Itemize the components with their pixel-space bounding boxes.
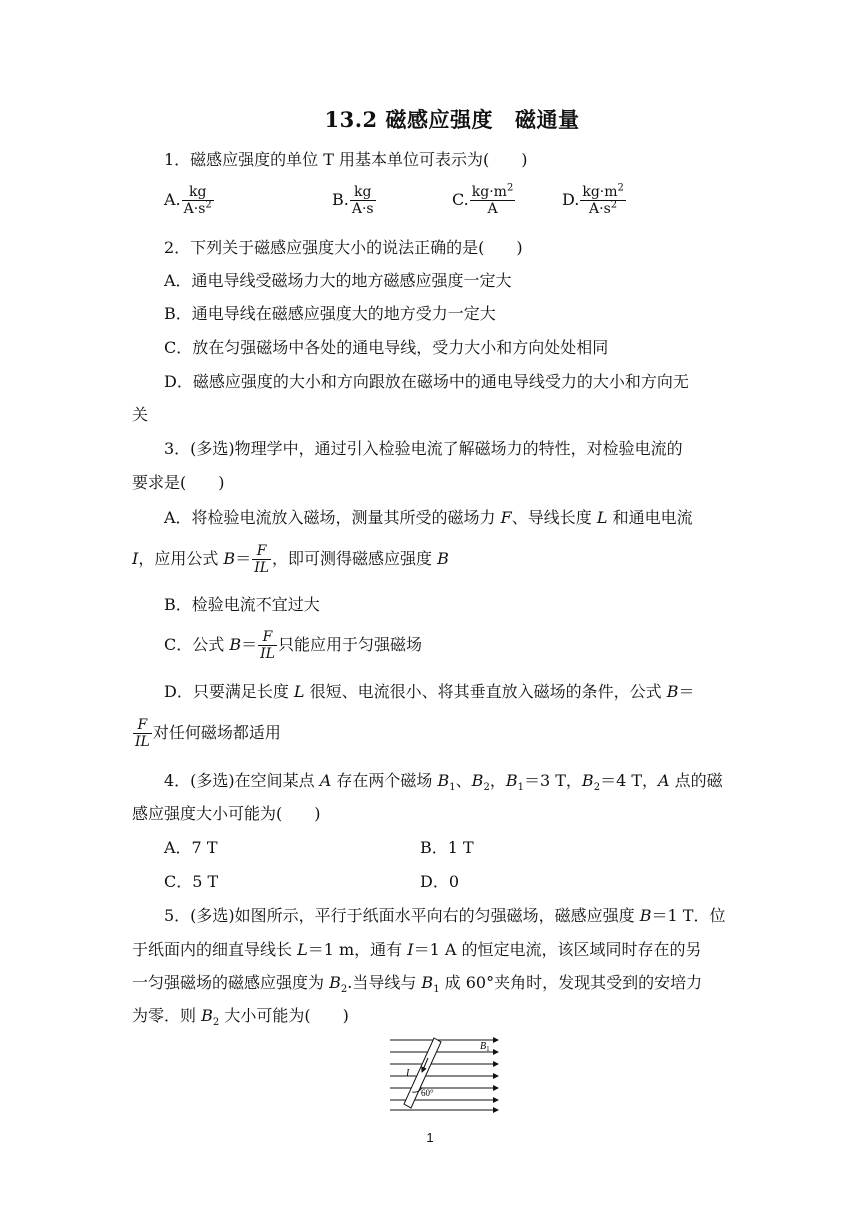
q3-option-d-cont: $\frac{F}{IL}$ 对任何磁场都适用 (135, 717, 281, 750)
q3-stem: 3．(多选)物理学中，通过引入检验电流了解磁场力的特性，对检验电流的 (164, 439, 683, 458)
q2-option-c: C．放在匀强磁场中各处的通电导线，受力大小和方向处处相同 (164, 338, 609, 357)
formula-f-over-il: $\frac{F}{IL}$ (135, 717, 150, 750)
q5-stem-line4: 为零．则 $B_2$ 大小可能为( ) (132, 1006, 349, 1029)
q4-option-d: D．0 (420, 872, 460, 891)
page-number: 1 (426, 1130, 434, 1145)
q2-option-b: B．通电导线在磁感应强度大的地方受力一定大 (164, 304, 496, 323)
q3-stem-cont: 要求是( ) (132, 473, 225, 492)
q1-option-a: A. $\frac{kg}{A\cdot s^2}$ (164, 184, 212, 217)
q1-option-b: B. $\frac{kg}{A\cdot s}$ (332, 184, 374, 217)
fig-label-b1: $B_1$ (480, 1041, 490, 1053)
q3-option-d: D．只要满足长度 L 很短、电流很小、将其垂直放入磁场的条件，公式 B＝ (164, 682, 695, 701)
q1-stem: 1．磁感应强度的单位 T 用基本单位可表示为( ) (164, 150, 528, 169)
q1-option-d-fraction: $\frac{kg\cdot m^2}{A\cdot s^2}$ (582, 182, 624, 217)
title-main: 13.2 磁感应强度 (324, 107, 493, 132)
q3-option-b: B．检验电流不宜过大 (164, 595, 320, 614)
q3-option-a-cont: I，应用公式 B＝ $\frac{F}{IL}$ ，即可测得磁感应强度 B (132, 543, 449, 576)
q5-stem-line3: 一匀强磁场的磁感应强度为 $B_2$.当导线与 $B_1$ 成 60°夹角时，发现其受到的安培力 (132, 973, 703, 996)
fig-label-current: I (406, 1068, 410, 1079)
q4-option-a: A．7 T (164, 838, 218, 857)
q3-option-c: C．公式 B＝ $\frac{F}{IL}$ 只能应用于匀强磁场 (164, 629, 422, 662)
q2-option-d-cont: 关 (132, 405, 149, 424)
magnetic-field-figure (388, 1034, 504, 1114)
q5-stem-line2: 于纸面内的细直导线长 L＝1 m，通有 I＝1 A 的恒定电流，该区域同时存在的另 (132, 940, 702, 959)
q4-option-c: C．5 T (164, 872, 219, 891)
q2-option-d: D．磁感应强度的大小和方向跟放在磁场中的通电导线受力的大小和方向无 (164, 372, 689, 391)
q1-option-a-fraction: $\frac{kg}{A\cdot s^2}$ (183, 184, 212, 217)
q1-option-d: D. $\frac{kg\cdot m^2}{A\cdot s^2}$ (562, 182, 624, 217)
q4-stem: 4．(多选)在空间某点 A 存在两个磁场 $B_1$、$B_2$，$B_1=3$ T，$B_2=4$ T，A 点的磁 (164, 771, 723, 794)
formula-f-over-il: $\frac{F}{IL}$ (254, 543, 270, 576)
q4-stem-cont: 感应强度大小可能为( ) (132, 804, 321, 823)
q2-option-a: A．通电导线受磁场力大的地方磁感应强度一定大 (164, 271, 512, 290)
q4-option-b: B．1 T (420, 838, 474, 857)
q2-stem: 2．下列关于磁感应强度大小的说法正确的是( ) (164, 238, 523, 257)
page-title (0, 104, 860, 134)
title-sub: 磁通量 (514, 107, 580, 132)
q1-option-c: C. $\frac{kg\cdot m^2}{A}$ (452, 182, 514, 217)
fig-label-angle: 60° (421, 1088, 434, 1098)
q5-stem: 5．(多选)如图所示，平行于纸面水平向右的匀强磁场，磁感应强度 B＝1 T．位 (164, 906, 726, 925)
formula-f-over-il: $\frac{F}{IL}$ (260, 629, 275, 662)
q3-option-a: A．将检验电流放入磁场，测量其所受的磁场力 F、导线长度 L 和通电电流 (164, 508, 693, 527)
q1-option-b-fraction: $\frac{kg}{A\cdot s}$ (351, 184, 374, 217)
q1-option-c-fraction: $\frac{kg\cdot m^2}{A}$ (471, 182, 514, 217)
